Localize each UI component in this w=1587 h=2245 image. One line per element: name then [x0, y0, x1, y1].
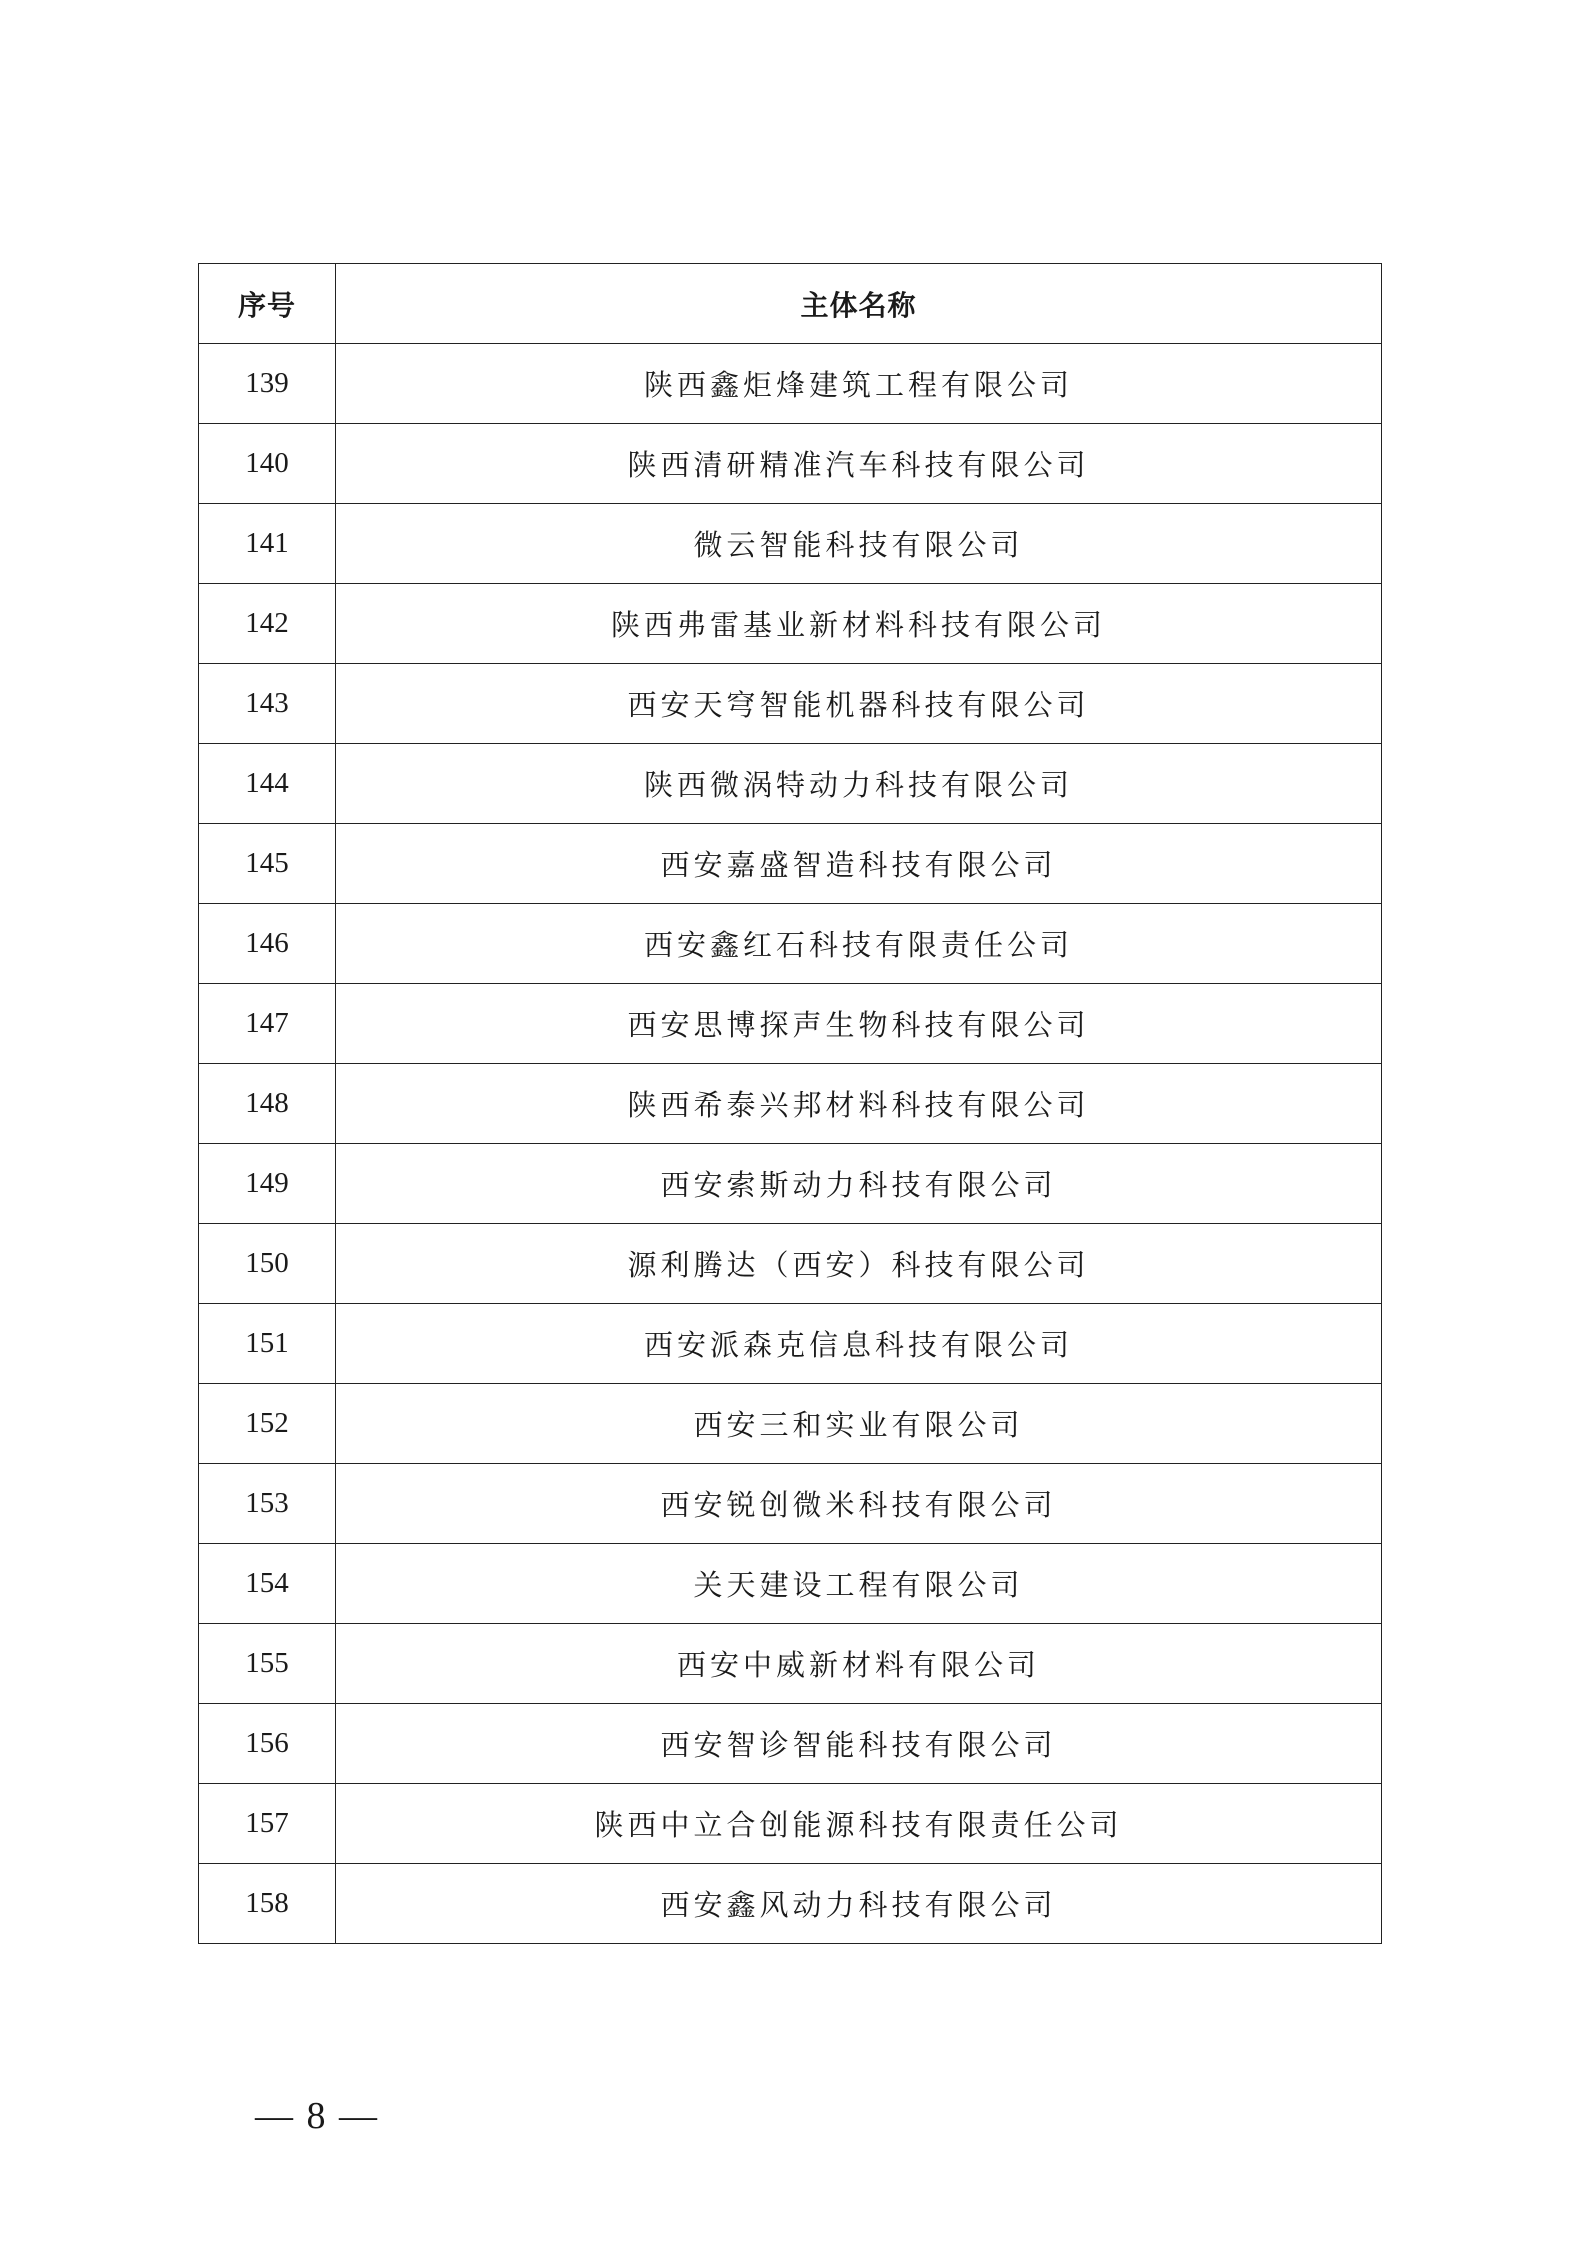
table-header-row [199, 264, 1382, 344]
row-number: 149 [199, 1144, 336, 1224]
row-name: 西安中威新材料有限公司 [336, 1624, 1382, 1704]
table-row [199, 1864, 1382, 1944]
row-name: 西安天穹智能机器科技有限公司 [336, 664, 1382, 744]
row-name: 西安思博探声生物科技有限公司 [336, 984, 1382, 1064]
table-row [199, 344, 1382, 424]
table-row [199, 984, 1382, 1064]
row-name: 西安嘉盛智造科技有限公司 [336, 824, 1382, 904]
table-row [199, 424, 1382, 504]
table-row [199, 1784, 1382, 1864]
header-number: 序号 [199, 264, 336, 344]
table-row [199, 1704, 1382, 1784]
row-name: 陕西鑫炬烽建筑工程有限公司 [336, 344, 1382, 424]
entity-table [198, 263, 1382, 1944]
row-number: 146 [199, 904, 336, 984]
row-name: 陕西微涡特动力科技有限公司 [336, 744, 1382, 824]
row-number: 141 [199, 504, 336, 584]
table-row [199, 584, 1382, 664]
row-name: 西安派森克信息科技有限公司 [336, 1304, 1382, 1384]
row-number: 151 [199, 1304, 336, 1384]
row-name: 微云智能科技有限公司 [336, 504, 1382, 584]
table-row [199, 1064, 1382, 1144]
row-number: 143 [199, 664, 336, 744]
row-number: 155 [199, 1624, 336, 1704]
table-row [199, 504, 1382, 584]
table-row [199, 1544, 1382, 1624]
table-row [199, 1464, 1382, 1544]
row-name: 西安三和实业有限公司 [336, 1384, 1382, 1464]
row-name: 关天建设工程有限公司 [336, 1544, 1382, 1624]
row-name: 源利腾达（西安）科技有限公司 [336, 1224, 1382, 1304]
row-name: 陕西希泰兴邦材料科技有限公司 [336, 1064, 1382, 1144]
row-number: 148 [199, 1064, 336, 1144]
row-name: 西安鑫风动力科技有限公司 [336, 1864, 1382, 1944]
row-number: 153 [199, 1464, 336, 1544]
page-number: — 8 — [255, 2095, 379, 2137]
row-number: 154 [199, 1544, 336, 1624]
row-number: 150 [199, 1224, 336, 1304]
table-row [199, 1224, 1382, 1304]
table-row [199, 1624, 1382, 1704]
row-number: 158 [199, 1864, 336, 1944]
row-name: 西安智诊智能科技有限公司 [336, 1704, 1382, 1784]
table-row [199, 904, 1382, 984]
row-name: 陕西清研精准汽车科技有限公司 [336, 424, 1382, 504]
row-name: 西安锐创微米科技有限公司 [336, 1464, 1382, 1544]
row-number: 145 [199, 824, 336, 904]
row-name: 西安索斯动力科技有限公司 [336, 1144, 1382, 1224]
table-body [199, 344, 1382, 1944]
row-name: 陕西中立合创能源科技有限责任公司 [336, 1784, 1382, 1864]
row-name: 陕西弗雷基业新材料科技有限公司 [336, 584, 1382, 664]
row-number: 144 [199, 744, 336, 824]
table-row [199, 824, 1382, 904]
table-row [199, 1384, 1382, 1464]
table-row [199, 744, 1382, 824]
row-number: 139 [199, 344, 336, 424]
table-row [199, 664, 1382, 744]
row-number: 157 [199, 1784, 336, 1864]
row-number: 152 [199, 1384, 336, 1464]
row-number: 156 [199, 1704, 336, 1784]
row-number: 147 [199, 984, 336, 1064]
row-number: 142 [199, 584, 336, 664]
row-number: 140 [199, 424, 336, 504]
table-row [199, 1144, 1382, 1224]
row-name: 西安鑫红石科技有限责任公司 [336, 904, 1382, 984]
header-name: 主体名称 [336, 264, 1382, 344]
table-row [199, 1304, 1382, 1384]
